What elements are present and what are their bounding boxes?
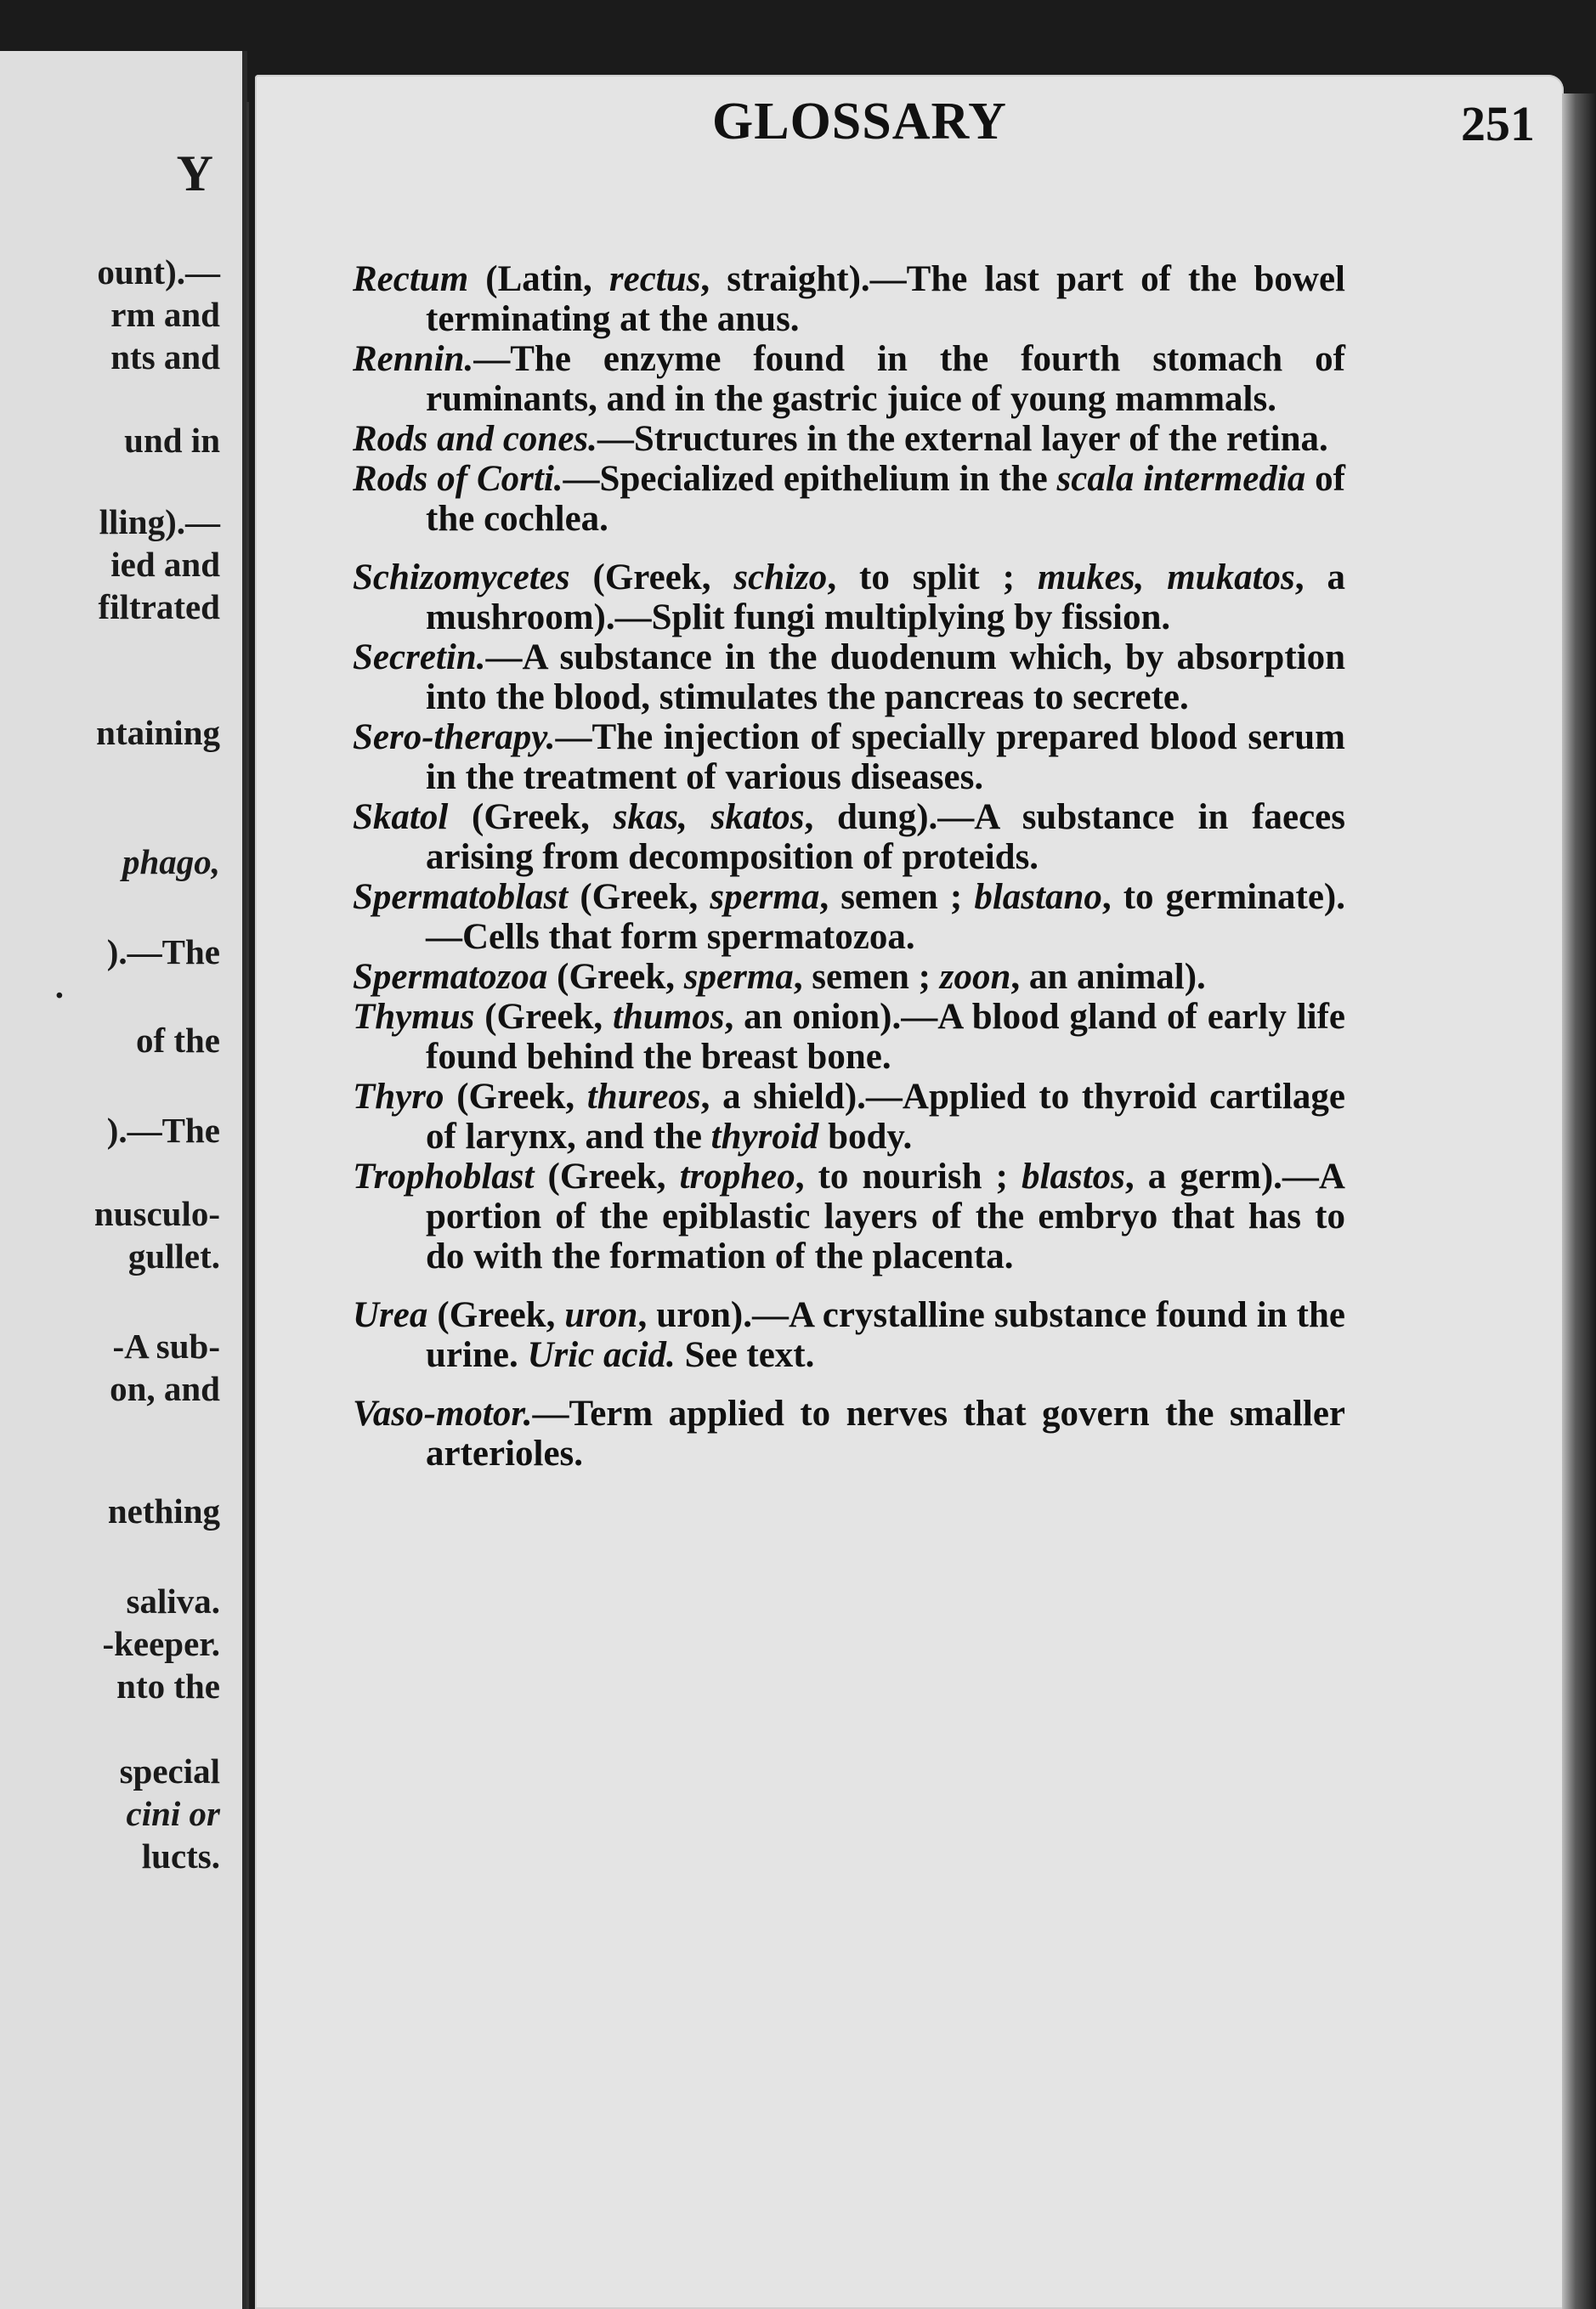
entry-etymon: zoon xyxy=(939,957,1011,997)
entry-term: Rods and cones. xyxy=(353,419,597,459)
left-page-line: nto the xyxy=(116,1667,220,1706)
entry-text: (Greek, xyxy=(547,957,684,997)
entry-text: (Greek, xyxy=(444,1077,587,1117)
entry-text: (Greek, xyxy=(474,997,614,1037)
page-edge-shadow xyxy=(1562,93,1596,2309)
entry-text: (Greek, xyxy=(569,557,734,597)
entry-text: —A substance in the duodenum which, by absorption into the blood, stimulates the pancreas to secrete. xyxy=(426,637,1345,717)
entry-text: (Latin, xyxy=(468,259,609,299)
entry-text: of the cochlea. xyxy=(426,459,1345,539)
entry-term: Sero-therapy. xyxy=(353,717,556,757)
entry-term: Spermatoblast xyxy=(353,877,569,917)
entry-text: , a shield).—Applied to thyroid cartilage of larynx, and the xyxy=(426,1077,1345,1157)
glossary-entry xyxy=(353,1394,1345,1474)
entry-etymon: blastano xyxy=(974,877,1102,917)
entry-term: Secretin. xyxy=(353,637,486,677)
entry-etymon: skas, skatos xyxy=(613,797,805,837)
glossary-entry xyxy=(353,339,1345,419)
entry-etymon: tropheo xyxy=(679,1157,795,1197)
entry-text: , semen ; xyxy=(819,877,975,917)
left-page-line: lucts. xyxy=(141,1836,220,1876)
left-page-line: nusculo- xyxy=(93,1194,220,1233)
left-page-line: ntaining xyxy=(96,713,220,752)
entry-text: , an animal). xyxy=(1010,957,1206,997)
entry-text: See text. xyxy=(675,1335,815,1375)
entry-text: , uron).—A crystalline substance found in the urine. xyxy=(426,1295,1345,1375)
entry-text: —Structures in the external layer of the retina. xyxy=(597,419,1328,459)
entry-etymon: sperma xyxy=(710,877,820,917)
left-page-line: ).—The xyxy=(106,932,220,971)
entry-etymon: schizo xyxy=(733,557,828,597)
entry-term: Trophoblast xyxy=(353,1157,535,1197)
entry-etymon: thyroid xyxy=(710,1117,819,1157)
left-page-line: phago, xyxy=(122,842,220,881)
left-page-line: special xyxy=(119,1752,220,1791)
entry-text: , to split ; xyxy=(827,557,1038,597)
entry-term: Rennin. xyxy=(353,339,474,379)
entry-etymon: thumos xyxy=(613,997,725,1037)
entry-term: Vaso-motor. xyxy=(353,1394,533,1434)
left-page-line: nts and xyxy=(110,337,220,376)
entry-term: Thymus xyxy=(353,997,475,1037)
glossary-entry xyxy=(353,877,1345,957)
entry-term: Thyro xyxy=(353,1077,444,1117)
entry-term: Rectum xyxy=(353,259,469,299)
left-page-line: . xyxy=(54,966,64,1005)
entry-etymon: rectus xyxy=(608,259,701,299)
glossary-entry xyxy=(353,1157,1345,1276)
glossary-entry xyxy=(353,957,1345,997)
left-page-line: cini or xyxy=(126,1794,220,1833)
entry-etymon: mukes, mukatos xyxy=(1037,557,1295,597)
entry-text: , dung).—A substance in faeces arising from decomposition of proteids. xyxy=(426,797,1345,877)
entry-etymon: sperma xyxy=(683,957,794,997)
glossary-entry xyxy=(353,717,1345,797)
left-page-line: ied and xyxy=(110,545,220,584)
left-page-line: saliva. xyxy=(126,1582,220,1621)
entry-text: , a mushroom).—Split fungi multiplying by fission. xyxy=(426,557,1345,637)
left-page-line: filtrated xyxy=(98,587,220,626)
entry-term: Urea xyxy=(353,1295,428,1335)
entry-etymon: Uric acid. xyxy=(527,1335,676,1375)
book-gutter xyxy=(246,102,249,2309)
glossary-entries xyxy=(353,259,1345,1474)
entry-text: , to germinate).—Cells that form spermatozoa. xyxy=(426,877,1345,957)
left-page-line: rm and xyxy=(110,295,220,334)
entry-text: , straight).—The last part of the bowel terminating at the anus. xyxy=(426,259,1345,339)
glossary-entry xyxy=(353,997,1345,1077)
entry-text: (Greek, xyxy=(534,1157,680,1197)
entry-text: —The injection of specially prepared blood serum in the treatment of various diseases. xyxy=(426,717,1345,797)
left-page-line: on, and xyxy=(110,1369,220,1408)
entry-text: (Greek, xyxy=(448,797,614,837)
left-page-line: lling).— xyxy=(99,502,220,541)
entry-etymon: uron xyxy=(564,1295,638,1335)
entry-text: —The enzyme found in the fourth stomach of ruminants, and in the gastric juice of young mammals. xyxy=(426,339,1345,419)
running-title: GLOSSARY xyxy=(712,93,1007,150)
left-page-line: of the xyxy=(135,1021,220,1060)
left-page-line: Y xyxy=(176,145,213,201)
entry-etymon: scala intermedia xyxy=(1056,459,1306,499)
page-header xyxy=(408,92,1535,185)
glossary-entry xyxy=(353,419,1345,459)
entry-term: Skatol xyxy=(353,797,449,837)
entry-term: Spermatozoa xyxy=(353,957,548,997)
entry-etymon: blastos xyxy=(1022,1157,1125,1197)
glossary-entry xyxy=(353,637,1345,717)
entry-text: , an onion).—A blood gland of early life found behind the breast bone. xyxy=(426,997,1345,1077)
left-page-line: -keeper. xyxy=(102,1624,220,1663)
glossary-entry xyxy=(353,1295,1345,1375)
left-page-line: ount).— xyxy=(97,252,220,291)
glossary-entry xyxy=(353,1077,1345,1157)
left-page-line: nething xyxy=(107,1491,220,1531)
entry-text: , to nourish ; xyxy=(795,1157,1022,1197)
entry-text: , a germ).—A portion of the epiblastic layers of the embryo that has to do with the formation of the placenta. xyxy=(426,1157,1345,1276)
glossary-entry xyxy=(353,259,1345,339)
left-page-line: ).—The xyxy=(106,1111,220,1150)
entry-text: (Greek, xyxy=(568,877,710,917)
entry-text: (Greek, xyxy=(427,1295,565,1335)
entry-text: body. xyxy=(818,1117,913,1157)
glossary-entry xyxy=(353,459,1345,539)
entry-term: Schizomycetes xyxy=(353,557,570,597)
previous-page-fragment xyxy=(0,51,247,2309)
left-page-line: gullet. xyxy=(127,1237,220,1276)
entry-term: Rods of Corti. xyxy=(353,459,563,499)
glossary-entry xyxy=(353,557,1345,637)
left-page-line: und in xyxy=(124,421,220,460)
entry-text: , semen ; xyxy=(793,957,940,997)
entry-etymon: thureos xyxy=(586,1077,701,1117)
entry-text: —Term applied to nerves that govern the smaller arterioles. xyxy=(426,1394,1345,1474)
page-number: 251 xyxy=(1461,96,1535,151)
entry-text: —Specialized epithelium in the xyxy=(563,459,1057,499)
glossary-entry xyxy=(353,797,1345,877)
left-page-line: -A sub- xyxy=(112,1327,220,1366)
